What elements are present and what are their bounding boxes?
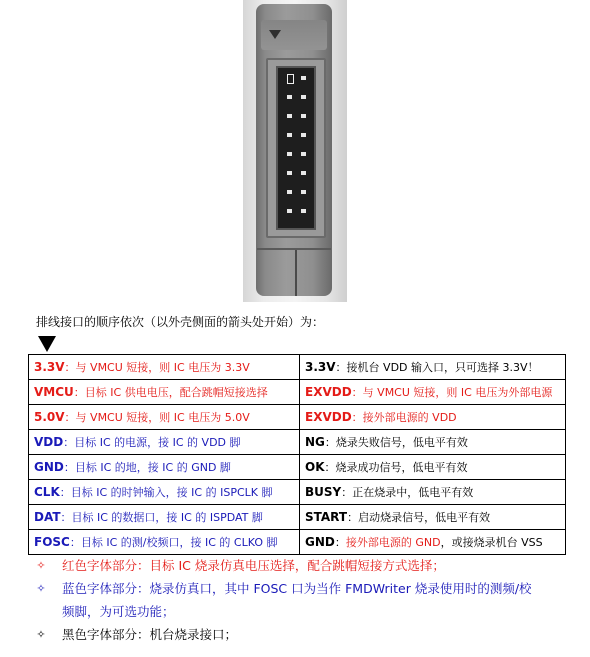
socket-pin: [301, 209, 306, 213]
pin-description: 烧录失败信号，低电平有效: [335, 436, 468, 449]
pin-name: 5.0V: [34, 410, 65, 424]
socket-pin: [287, 95, 292, 99]
table-row: [29, 530, 566, 555]
pin-separator: ：: [63, 436, 75, 449]
pin-description: 目标 IC 的时钟输入，接 IC 的 ISPCLK 脚: [70, 486, 273, 499]
pin-description: 目标 IC 供电电压，配合跳帽短接选择: [84, 386, 268, 399]
pin-cell-right: [300, 355, 566, 380]
pin-name: 3.3V: [34, 360, 65, 374]
table-row: [29, 355, 566, 380]
pin-description: 目标 IC 的电源，接 IC 的 VDD 脚: [74, 436, 241, 449]
pin-cell-left: [29, 405, 300, 430]
note-item: [34, 577, 564, 600]
pin-separator: ：: [73, 386, 85, 399]
pin-description: 目标 IC 的地，接 IC 的 GND 脚: [74, 461, 231, 474]
color-legend-notes: [34, 554, 564, 646]
pin-cell-left: [29, 505, 300, 530]
pin-name: VDD: [34, 435, 64, 449]
pin-description: 目标 IC 的测/校频口，接 IC 的 CLKO 脚: [80, 536, 278, 549]
socket-pin: [301, 133, 306, 137]
table-row: [29, 430, 566, 455]
pin-separator: ：: [335, 361, 347, 374]
pin-name: FOSC: [34, 535, 70, 549]
pin-cell-right: [300, 530, 566, 555]
socket-pin: [287, 209, 292, 213]
pin-one-marker: [287, 74, 294, 84]
ribbon-socket: [266, 58, 326, 238]
pin-cell-right: [300, 380, 566, 405]
socket-pin: [287, 152, 292, 156]
pin-name: GND: [34, 460, 64, 474]
socket-pin: [287, 190, 292, 194]
socket-pin: [287, 171, 292, 175]
pin-separator: ：: [351, 386, 363, 399]
start-arrow-icon: [38, 336, 56, 352]
socket-pins: [276, 66, 316, 230]
pin-cell-left: [29, 430, 300, 455]
pin-separator: ：: [60, 511, 72, 524]
table-row: [29, 380, 566, 405]
note-text: 红色字体部分：目标 IC 烧录仿真电压选择，配合跳帽短接方式选择；: [62, 558, 445, 573]
note-item: [34, 554, 564, 577]
socket-pin: [301, 152, 306, 156]
pin-description: 与 VMCU 短接，则 IC 电压为 5.0V: [75, 411, 250, 424]
pin-cell-right: [300, 405, 566, 430]
pin-table: [28, 354, 566, 555]
table-row: [29, 505, 566, 530]
pin-name: DAT: [34, 510, 61, 524]
pin-description: 接外部电源的 GND: [345, 536, 441, 549]
pin-separator: ：: [63, 461, 75, 474]
pin-name: EXVDD: [305, 385, 352, 399]
pin-description: 目标 IC 的数据口，接 IC 的 ISPDAT 脚: [71, 511, 263, 524]
pin-cell-left: [29, 455, 300, 480]
device-split: [295, 250, 297, 296]
pin-description: 与 VMCU 短接，则 IC 电压为 3.3V: [75, 361, 250, 374]
pin-separator: ：: [324, 461, 336, 474]
pin-separator: ：: [64, 411, 76, 424]
pin-name: OK: [305, 460, 325, 474]
note-text: 黑色字体部分：机台烧录接口；: [62, 627, 238, 642]
socket-pin: [301, 171, 306, 175]
diamond-outline-icon: ✧: [36, 582, 46, 595]
table-row: [29, 480, 566, 505]
table-row: [29, 455, 566, 480]
pin-cell-left: [29, 530, 300, 555]
device-photo: [243, 0, 347, 302]
pin-description: 正在烧录中，低电平有效: [352, 486, 474, 499]
pin-cell-right: [300, 480, 566, 505]
device-seam: [257, 248, 331, 250]
table-row: [29, 405, 566, 430]
pin-description: 与 VMCU 短接，则 IC 电压为外部电源: [362, 386, 553, 399]
socket-pin: [287, 133, 292, 137]
socket-pin: [287, 114, 292, 118]
pin-name: 3.3V: [305, 360, 336, 374]
pin-name: START: [305, 510, 348, 524]
pin-name: VMCU: [34, 385, 74, 399]
pin-name: CLK: [34, 485, 60, 499]
pin-description: 接机台 VDD 输入口，只可选择 3.3V！: [346, 361, 539, 374]
note-text: 蓝色字体部分：烧录仿真口，其中 FOSC 口为当作 FMDWriter 烧录使用时的测频/校: [62, 581, 532, 596]
pin-name: BUSY: [305, 485, 342, 499]
pin-cell-left: [29, 480, 300, 505]
pin-name: GND: [305, 535, 335, 549]
pin-cell-left: [29, 355, 300, 380]
socket-pin: [301, 76, 306, 80]
socket-pin: [301, 190, 306, 194]
pin-description: 接外部电源的 VDD: [362, 411, 457, 424]
socket-pin: [301, 95, 306, 99]
shell-arrow-icon: [269, 30, 281, 39]
pin-separator: ：: [351, 411, 363, 424]
pin-separator: ：: [347, 511, 359, 524]
pin-cell-right: [300, 505, 566, 530]
pin-description-tail: ，或接烧录机台 VSS: [440, 536, 543, 549]
note-item: [34, 600, 564, 623]
socket-pin: [301, 114, 306, 118]
note-item: [34, 623, 564, 646]
pin-description: 启动烧录信号，低电平有效: [358, 511, 491, 524]
pin-cell-right: [300, 430, 566, 455]
pin-cell-right: [300, 455, 566, 480]
pin-cell-left: [29, 380, 300, 405]
pin-separator: ：: [324, 436, 336, 449]
diamond-outline-icon: ✧: [36, 628, 46, 641]
pin-order-caption: 排线接口的顺序依次（以外壳侧面的箭头处开始）为：: [36, 315, 325, 329]
pin-name: NG: [305, 435, 325, 449]
diamond-outline-icon: ✧: [36, 559, 46, 572]
pin-separator: ：: [334, 536, 346, 549]
pin-separator: ：: [341, 486, 353, 499]
note-text: 频脚，为可选功能；: [62, 604, 175, 619]
pin-description: 烧录成功信号，低电平有效: [335, 461, 468, 474]
pin-separator: ：: [64, 361, 76, 374]
pin-separator: ：: [59, 486, 71, 499]
pin-name: EXVDD: [305, 410, 352, 424]
pin-separator: ：: [69, 536, 81, 549]
